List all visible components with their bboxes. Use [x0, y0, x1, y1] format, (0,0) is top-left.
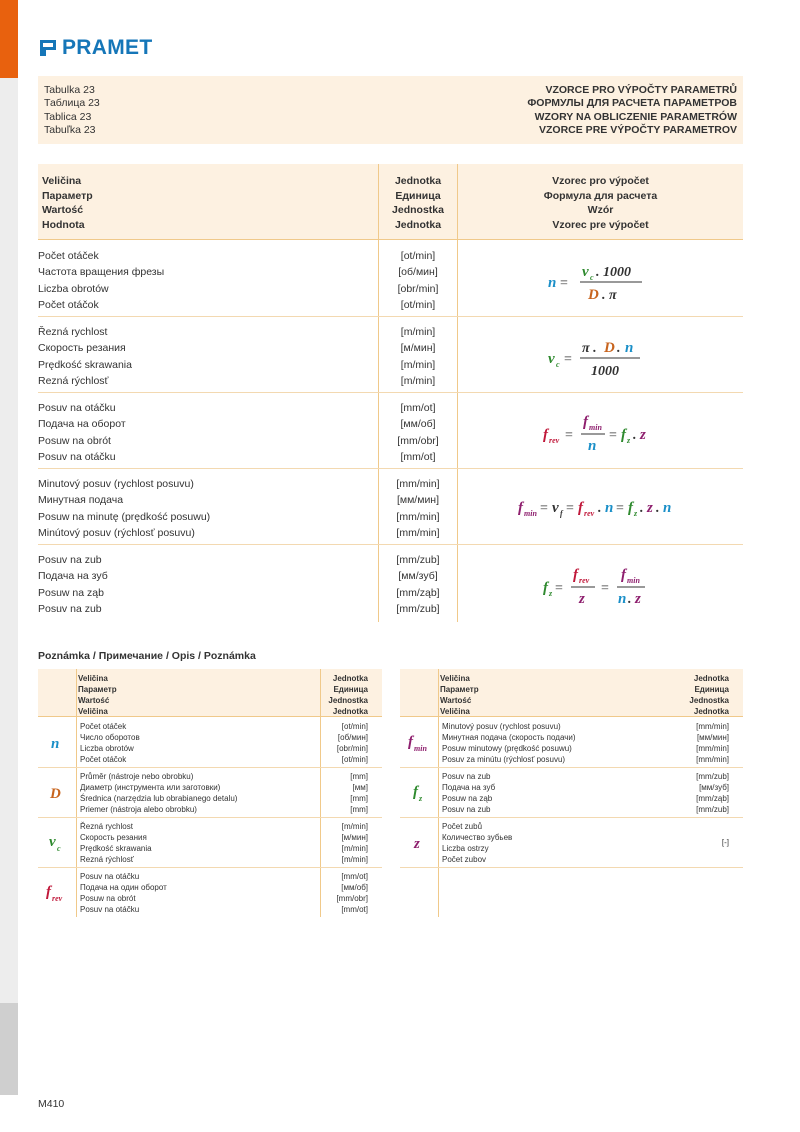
svg-text:z: z	[646, 499, 653, 516]
formula-feed-per-tooth	[458, 545, 743, 622]
svg-text:.: .	[632, 427, 636, 443]
svg-text:rev: rev	[583, 508, 594, 518]
svg-text:.: .	[655, 500, 659, 516]
svg-text:n: n	[624, 339, 633, 356]
svg-text:v: v	[551, 499, 559, 516]
svg-text:rev: rev	[578, 575, 589, 585]
svg-text:f: f	[542, 426, 548, 443]
svg-text:f: f	[517, 499, 523, 516]
formula-table-header	[38, 164, 743, 240]
svg-text:z: z	[414, 835, 420, 852]
svg-text:f: f	[577, 499, 583, 516]
svg-text:min: min	[523, 508, 537, 518]
pramet-logo	[38, 36, 152, 60]
svg-text:c: c	[589, 272, 594, 282]
symbol-d-icon	[47, 783, 67, 803]
symbol-fmin-icon	[402, 731, 436, 755]
formula-spindle-speed	[458, 241, 743, 316]
symbol-frev-icon	[42, 881, 72, 905]
svg-text:π .: π .	[581, 340, 597, 356]
svg-text:z: z	[639, 426, 646, 443]
table-title-band	[38, 76, 743, 144]
svg-text:=: =	[615, 500, 624, 516]
pramet-logo-mark-icon	[38, 38, 58, 58]
table-row-spindle-speed: Počet otáček Частота вращения фрезы Liczba obrotów Počet otáčok [ot/min] [об/мин] [obr/min] [ot/min] n = v c . 1000 D . π	[38, 241, 743, 317]
svg-text:min: min	[414, 743, 427, 753]
table-row-feed-per-tooth: Posuv na zub Подача на зуб Posuw na ząb Posuv na zub [mm/zub] [мм/зуб] [mm/ząb] [mm/zub] f z = f rev z = f min n . z	[38, 545, 743, 622]
svg-text:n: n	[604, 499, 613, 516]
svg-text:=: =	[565, 500, 574, 516]
note-row-z: z Počet zubů Количество зубьев Liczba ostrzy Počet zubov [-]	[400, 818, 743, 868]
note-table-right	[400, 669, 743, 919]
svg-text:f: f	[620, 566, 626, 583]
svg-text:.: .	[597, 500, 601, 516]
svg-text:D: D	[603, 339, 615, 356]
note-row-empty	[400, 868, 743, 918]
note-row-d: D Průměr (nástroje nebo obrobku) Диаметр (инструмента или заготовки) Średnica (narzędzia lub obrabianego detalu) Priemer (nástroja alebo obrobku) [mm] [мм] [mm] [mm]	[38, 768, 382, 818]
svg-text:min: min	[626, 575, 640, 585]
svg-text:1000: 1000	[590, 363, 619, 379]
symbol-n-icon	[47, 733, 67, 753]
side-tab-strip	[0, 78, 18, 1003]
table-number: Tabulka 23 Таблица 23 Tablica 23 Tabuľka 23	[44, 84, 100, 136]
svg-text:c: c	[555, 359, 560, 369]
note-row-frev: f rev Posuv na otáčku Подача на один оборот Posuw na obrót Posuv na otáčku [mm/ot] [мм/об] [mm/obr] [mm/ot]	[38, 868, 382, 918]
svg-text:=: =	[608, 427, 617, 443]
svg-text:. π: . π	[601, 287, 617, 303]
header-quantity: Veličina Параметр Wartość Hodnota	[42, 175, 93, 231]
svg-text:f: f	[627, 499, 633, 516]
svg-text:f: f	[542, 579, 548, 596]
svg-text:min: min	[588, 422, 602, 432]
svg-text:f: f	[582, 413, 588, 430]
svg-text:.: .	[616, 340, 620, 356]
svg-text:n: n	[587, 437, 596, 454]
table-row-feed-per-minute: Minutový posuv (rychlost posuvu) Минутная подача Posuw na minutę (prędkość posuwu) Minútový posuv (rýchlosť posuvu) [mm/min] [мм/мин] [mm/min] [mm/min] f min = v f = f rev . n = f z . z . n	[38, 469, 743, 545]
formula-feed-per-minute	[458, 469, 743, 544]
note-right-header: Veličina Параметр Wartość Veličina Jednotka Единица Jednostka Jednotka	[400, 669, 743, 717]
svg-text:f: f	[46, 884, 51, 900]
svg-text:n: n	[51, 735, 60, 752]
svg-text:.: .	[639, 500, 643, 516]
side-tab-bottom	[0, 1003, 18, 1095]
svg-text:c: c	[57, 843, 61, 853]
svg-text:v: v	[581, 263, 589, 280]
svg-text:=: =	[564, 427, 573, 443]
symbol-vc-icon	[45, 831, 69, 855]
symbol-fz-icon	[407, 781, 431, 805]
formula-n-icon	[546, 254, 656, 304]
svg-text:.: .	[627, 591, 631, 607]
svg-text:. 1000: . 1000	[595, 264, 631, 280]
svg-text:=: =	[563, 351, 572, 367]
svg-text:v: v	[547, 350, 555, 367]
symbol-z-icon	[409, 833, 429, 853]
svg-text:n: n	[617, 590, 626, 607]
table-row-cutting-speed: Řezná rychlost Скорость резания Prędkość skrawania Rezná rýchlosť [m/min] [м/мин] [m/min] [m/min] v c = π . D . n 1000	[38, 317, 743, 393]
note-row-vc: v c Řezná rychlost Скорость резания Prędkość skrawania Rezná rýchlosť [m/min] [м/мин] [m/min] [m/min]	[38, 818, 382, 868]
formula-fz-icon	[541, 559, 661, 609]
svg-text:D: D	[587, 286, 599, 303]
svg-text:z: z	[626, 435, 630, 445]
svg-text:f: f	[620, 426, 626, 443]
note-row-fmin: f min Minutový posuv (rychlost posuvu) Минутная подача (скорость подачи) Posuw minutowy (prędkość posuwu) Posuv za minútu (rýchlosť posuvu) [mm/min] [мм/мин] [mm/min] [mm/min]	[400, 718, 743, 768]
svg-text:n: n	[662, 499, 671, 516]
formula-feed-per-rev	[458, 393, 743, 468]
formula-frev-icon	[541, 406, 661, 456]
note-row-n: n Počet otáček Число оборотов Liczba obrotów Počet otáčok [ot/min] [об/мин] [obr/min] [ot/min]	[38, 718, 382, 768]
svg-text:f: f	[408, 733, 413, 750]
formula-vc-icon	[546, 330, 656, 380]
svg-text:=: =	[559, 275, 568, 291]
formula-fmin-icon	[516, 482, 686, 532]
svg-text:z: z	[633, 508, 637, 518]
note-title: Poznámka / Примечание / Opis / Poznámka	[38, 650, 256, 662]
formula-cutting-speed	[458, 317, 743, 392]
table-row-feed-per-rev: Posuv na otáčku Подача на оборот Posuw na obrót Posuv na otáčku [mm/ot] [мм/об] [mm/obr] [mm/ot] f rev = f min n = f z . z	[38, 393, 743, 469]
svg-text:=: =	[554, 580, 563, 596]
svg-text:f: f	[559, 508, 563, 518]
svg-text:=: =	[539, 500, 548, 516]
note-left-header: Veličina Параметр Wartość Veličina Jednotka Единица Jednostka Jednotka	[38, 669, 382, 717]
note-row-fz: f z Posuv na zub Подача на зуб Posuw na ząb Posuv na zub [mm/zub] [мм/зуб] [mm/ząb] [mm/zub]	[400, 768, 743, 818]
side-tab-active	[0, 0, 18, 78]
svg-text:n: n	[547, 274, 556, 291]
page-number: M410	[38, 1098, 65, 1110]
svg-text:z: z	[548, 588, 552, 598]
table-title: VZORCE PRO VÝPOČTY PARAMETRŮ ФОРМУЛЫ ДЛЯ РАСЧЕТА ПАРАМЕТРОВ WZORY NA OBLICZENIE PARAMETRÓW VZORCE PRE VÝPOČTY PARAMETROV	[527, 84, 737, 136]
svg-text:z: z	[634, 590, 641, 607]
note-table-left	[38, 669, 382, 919]
header-formula: Vzorec pro výpočet Формула для расчета Wzór Vzorec pre výpočet	[543, 175, 658, 231]
svg-text:rev: rev	[52, 894, 63, 903]
svg-text:z: z	[419, 793, 423, 803]
svg-text:D: D	[50, 785, 61, 802]
svg-text:v: v	[49, 833, 56, 850]
svg-text:f: f	[572, 566, 578, 583]
svg-text:=: =	[600, 580, 609, 596]
brand-name: PRAMET	[62, 36, 153, 59]
header-unit: Jednotka Единица Jednostka Jednotka	[392, 175, 444, 231]
svg-text:z: z	[578, 590, 585, 607]
svg-text:rev: rev	[548, 435, 559, 445]
svg-text:f: f	[413, 783, 418, 800]
